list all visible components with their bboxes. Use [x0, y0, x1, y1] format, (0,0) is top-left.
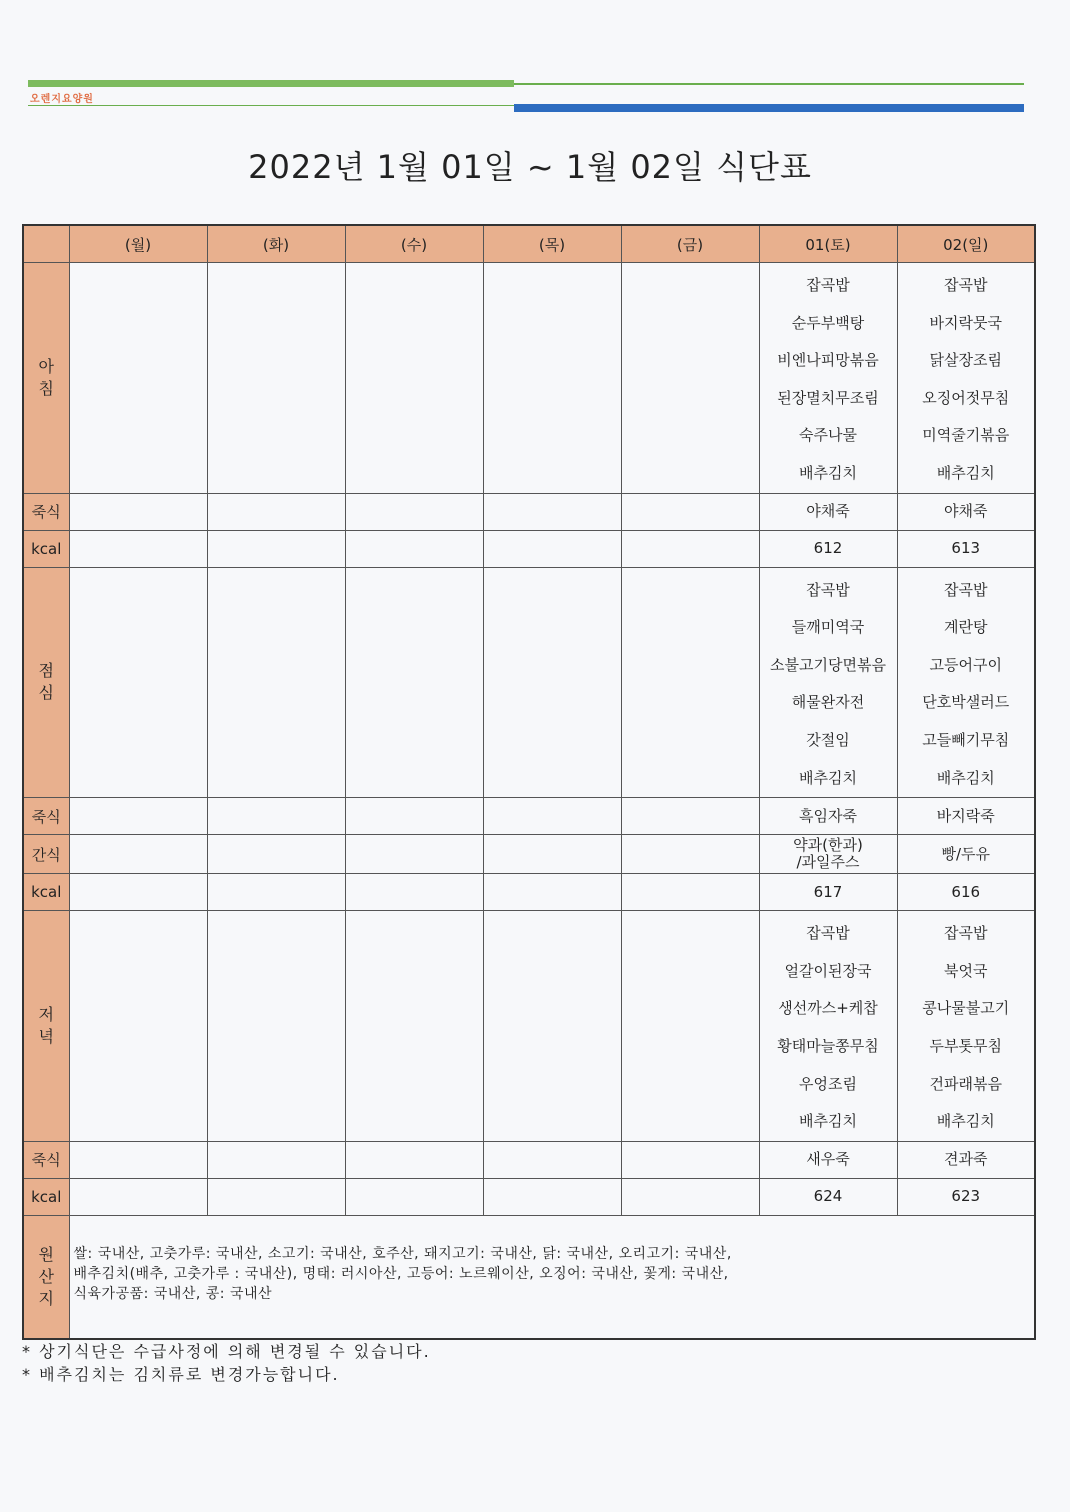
origin-line: 식육가공품: 국내산, 콩: 국내산 [73, 1285, 273, 1302]
menu-item: 배추김치 [799, 1112, 857, 1131]
menu-item: 된장멸치무조림 [777, 388, 879, 407]
lunch-sun [897, 567, 1035, 798]
header-underline [28, 105, 514, 106]
day-header: (월) [69, 225, 207, 263]
breakfast-porridge-sat: 야채죽 [759, 493, 897, 530]
breakfast-sun [897, 263, 1035, 494]
dinner-row [23, 911, 1035, 1142]
menu-item: 순두부백탕 [791, 313, 865, 332]
menu-item: 잡곡밥 [806, 276, 850, 294]
menu-item: 오징어젓무침 [922, 388, 1010, 407]
origin-line: 쌀: 국내산, 고춧가루: 국내산, 소고기: 국내산, 호주산, 돼지고기: 국내산, 닭: 국내산, 오리고기: 국내산, [73, 1245, 732, 1262]
menu-item: 해물완자전 [791, 693, 865, 712]
dinner-kcal-sun: 623 [897, 1178, 1035, 1215]
menu-item: 얼갈이된장국 [784, 961, 872, 980]
menu-item: 콩나물불고기 [922, 999, 1010, 1018]
menu-item: 숙주나물 [799, 426, 857, 445]
header-green-bar [28, 80, 514, 87]
lunch-porridge-row [23, 798, 1035, 835]
menu-item: 고등어구이 [929, 655, 1002, 674]
origin-line: 배추김치(배추, 고춧가루 : 국내산), 명태: 러시아산, 고등어: 노르웨이산, 오징어: 국내산, 꽃게: 국내산, [73, 1265, 729, 1282]
breakfast-label: 아침 [23, 263, 69, 494]
dinner-kcal-row [23, 1178, 1035, 1215]
breakfast-porridge-sun: 야채죽 [897, 493, 1035, 530]
porridge-label: 죽식 [23, 1141, 69, 1178]
lunch-sat [759, 567, 897, 798]
kcal-label: kcal [23, 530, 69, 567]
header-blue-bar [514, 104, 1024, 112]
day-header: (수) [345, 225, 483, 263]
lunch-kcal-sun: 616 [897, 874, 1035, 911]
lunch-kcal-sat: 617 [759, 874, 897, 911]
menu-item: 잡곡밥 [806, 580, 850, 599]
kcal-label: kcal [23, 874, 69, 911]
note-line: * 배추김치는 김치류로 변경가능합니다. [22, 1365, 340, 1384]
lunch-label: 점심 [23, 567, 69, 798]
menu-item: 소불고기당면볶음 [770, 655, 886, 674]
menu-item: 바지락뭇국 [929, 313, 1002, 332]
breakfast-kcal-sun: 613 [897, 530, 1035, 567]
origin-label: 원산지 [23, 1215, 69, 1339]
page-title: 2022년 1월 01일 ~ 1월 02일 식단표 [248, 148, 812, 186]
kcal-label: kcal [23, 1178, 69, 1215]
origin-row [23, 1215, 1035, 1339]
lunch-porridge-sat: 흑임자죽 [759, 798, 897, 835]
day-header-row [23, 225, 1035, 263]
dinner-sun [897, 911, 1035, 1142]
lunch-row [23, 567, 1035, 798]
day-header: (목) [483, 225, 621, 263]
porridge-label: 죽식 [23, 493, 69, 530]
menu-item: 계란탕 [944, 618, 988, 637]
menu-item: 배추김치 [936, 768, 995, 787]
snack-row [23, 835, 1035, 874]
dinner-kcal-sat: 624 [759, 1178, 897, 1215]
menu-item: 황태마늘쫑무침 [777, 1036, 879, 1055]
breakfast-kcal-sat: 612 [759, 530, 897, 567]
dinner-sat [759, 911, 897, 1142]
breakfast-sat [759, 263, 897, 494]
menu-item: 잡곡밥 [806, 924, 850, 943]
dinner-porridge-sun: 견과죽 [897, 1141, 1035, 1178]
dinner-porridge-row [23, 1141, 1035, 1178]
header-green-line [514, 83, 1024, 85]
menu-item: 잡곡밥 [944, 580, 988, 599]
porridge-label: 죽식 [23, 798, 69, 835]
dinner-porridge-sat: 새우죽 [759, 1141, 897, 1178]
menu-item: 잡곡밥 [944, 276, 988, 294]
menu-item: 북엇국 [944, 961, 988, 980]
menu-item: 배추김치 [936, 463, 995, 482]
menu-item: 닭살장조림 [929, 351, 1002, 370]
notes [22, 1340, 431, 1386]
lunch-porridge-sun: 바지락죽 [897, 798, 1035, 835]
menu-item: 잡곡밥 [944, 924, 988, 943]
snack-label: 간식 [23, 835, 69, 874]
menu-item: 생선까스+케찹 [778, 999, 878, 1018]
menu-item: 배추김치 [936, 1112, 995, 1131]
menu-item: 들깨미역국 [791, 618, 865, 637]
menu-item: 배추김치 [799, 463, 857, 482]
menu-item: 고들빼기무침 [922, 730, 1010, 749]
lunch-kcal-row [23, 874, 1035, 911]
day-header: (금) [621, 225, 759, 263]
menu-table [22, 224, 1036, 1340]
menu-item: 미역줄기볶음 [922, 426, 1010, 445]
menu-item: 두부톳무침 [929, 1036, 1002, 1055]
day-header: (화) [207, 225, 345, 263]
note-line: * 상기식단은 수급사정에 의해 변경될 수 있습니다. [22, 1342, 431, 1361]
day-header: 02(일) [897, 225, 1035, 263]
origin-info [69, 1215, 1035, 1339]
menu-item: 건파래볶음 [929, 1074, 1002, 1093]
breakfast-kcal-row [23, 530, 1035, 567]
day-header: 01(토) [759, 225, 897, 263]
snack-sat: 약과(한과) /과일주스 [759, 835, 897, 874]
menu-item: 비엔나피망볶음 [777, 351, 879, 370]
menu-item: 갓절임 [806, 730, 850, 749]
dinner-label: 저녁 [23, 911, 69, 1142]
menu-item: 단호박샐러드 [922, 693, 1010, 712]
org-name: 오렌지요양원 [30, 94, 94, 105]
breakfast-porridge-row [23, 493, 1035, 530]
menu-item: 우엉조림 [799, 1074, 857, 1093]
corner-cell [23, 225, 69, 263]
breakfast-row [23, 263, 1035, 494]
menu-item: 배추김치 [799, 768, 857, 787]
snack-sun: 빵/두유 [897, 835, 1035, 874]
